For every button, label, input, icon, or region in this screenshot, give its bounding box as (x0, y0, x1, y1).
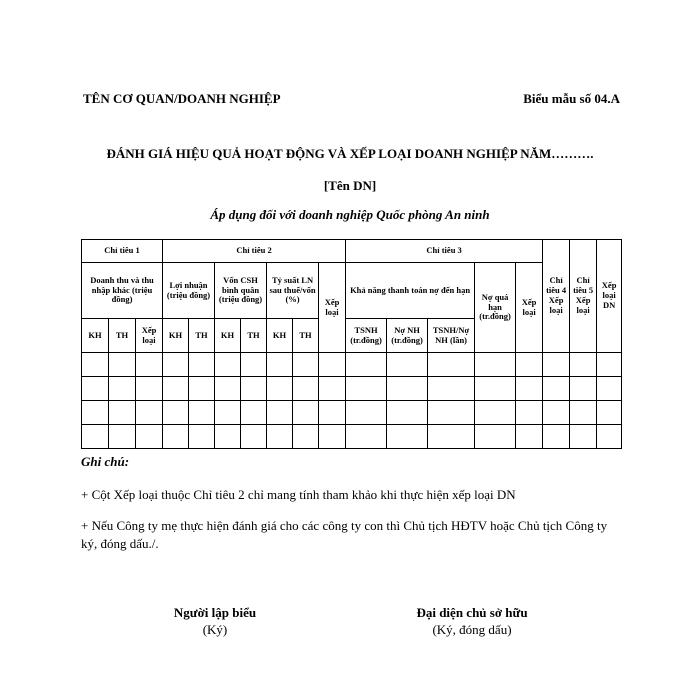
header-xep-loai-ct2: Xếp loại (319, 263, 346, 353)
enterprise-name-placeholder: [Tên DN] (323, 178, 377, 193)
table-row (82, 401, 622, 425)
owner-representative-signature-block (372, 604, 572, 638)
preparer-signature-block (115, 604, 315, 638)
header-kha-nang-thanh-toan: Khả năng thanh toán nợ đến hạn (346, 263, 475, 319)
header-kh: KH (82, 319, 109, 353)
header-xep-loai-dn: Xếp loại DN (597, 240, 622, 353)
header-tsnh-no-nh: TSNH/Nợ NH (lần) (428, 319, 475, 353)
table-row (82, 353, 622, 377)
header-th: TH (189, 319, 215, 353)
note-item: + Nếu Công ty mẹ thực hiện đánh giá cho các công ty con thì Chủ tịch HĐTV hoặc Chủ tịch Công ty ký, đóng dấu./. (81, 518, 608, 551)
organization-name: TÊN CƠ QUAN/DOANH NGHIỆP (83, 91, 281, 106)
header-kh: KH (215, 319, 241, 353)
header-xep-loai-ct3: Xếp loại (516, 263, 543, 353)
owner-representative-title: Đại diện chủ sở hữu (416, 605, 528, 620)
owner-representative-sign-note: (Ký, đóng dấu) (432, 622, 512, 637)
header-von-csh: Vốn CSH bình quân (triệu đồng) (215, 263, 267, 319)
header-th: TH (109, 319, 136, 353)
header-th: TH (241, 319, 267, 353)
form-number: Biểu mẫu số 04.A (523, 91, 620, 106)
document-title: ĐÁNH GIÁ HIỆU QUẢ HOẠT ĐỘNG VÀ XẾP LOẠI DOANH NGHIỆP NĂM………. (106, 146, 594, 161)
header-chi-tieu-1: Chỉ tiêu 1 (82, 240, 163, 263)
preparer-sign-note: (Ký) (202, 622, 228, 637)
applicability-line: Áp dụng đối với doanh nghiệp Quốc phòng An ninh (210, 207, 490, 222)
header-no-qua-han: Nợ quá hạn (tr.đồng) (475, 263, 516, 353)
header-loi-nhuan: Lợi nhuận (triệu đồng) (163, 263, 215, 319)
header-kh: KH (163, 319, 189, 353)
header-chi-tieu-5: Chỉ tiêu 5 Xếp loại (570, 240, 597, 353)
header-kh: KH (267, 319, 293, 353)
table-row (82, 377, 622, 401)
table-header-row-1 (82, 240, 622, 263)
header-chi-tieu-2: Chỉ tiêu 2 (163, 240, 346, 263)
preparer-title: Người lập biểu (173, 605, 257, 620)
header-doanh-thu: Doanh thu và thu nhập khác (triệu đồng) (82, 263, 163, 319)
header-no-nh: Nợ NH (tr.đồng) (387, 319, 428, 353)
note-item: + Cột Xếp loại thuộc Chỉ tiêu 2 chỉ mang tính tham khảo khi thực hiện xếp loại DN (81, 487, 516, 502)
header-chi-tieu-3: Chỉ tiêu 3 (346, 240, 543, 263)
evaluation-table (81, 239, 622, 449)
header-ty-suat: Tỷ suất LN sau thuế/vốn (%) (267, 263, 319, 319)
header-xep-loai-ct1: Xếp loại (136, 319, 163, 353)
header-chi-tieu-4: Chỉ tiêu 4 Xếp loại (543, 240, 570, 353)
table-header-row-2 (82, 263, 622, 319)
header-th: TH (293, 319, 319, 353)
notes-heading: Ghi chú: (81, 454, 130, 469)
table-row (82, 425, 622, 449)
header-tsnh: TSNH (tr.đồng) (346, 319, 387, 353)
